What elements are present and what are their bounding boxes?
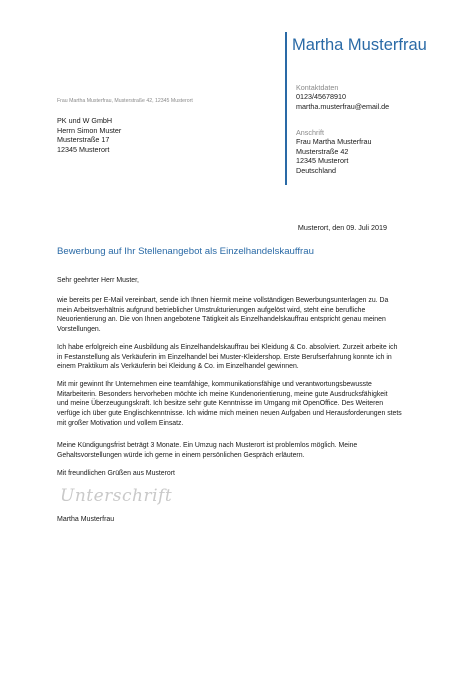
paragraph-line: und meine Überzeugungskraft. Ich besitze sehr gute Kenntnisse im Umgang mit OpenOffice. Des Weiteren — [57, 400, 384, 408]
paragraph-line: mein Arbeitsverhältnis aufgrund betrieblicher Umstrukturierungen aufgelöst wird, steht eine berufliche — [57, 306, 366, 314]
paragraph-line: verfüge ich über gute Englischkenntnisse. Ich widme mich meinen neuen Aufgaben und Herausforderungen stets — [57, 410, 402, 418]
paragraph-line: Mitarbeiterin. Besonders hervorheben möchte ich meine Kundenorientierung, meine gute Ausdrucksfähigkeit — [57, 390, 388, 398]
recipient-line-1: PK und W GmbH — [57, 116, 113, 125]
address-block — [296, 128, 372, 175]
paragraph-line: wie bereits per E-Mail vereinbart, sende ich Ihnen hiermit meine vollständigen Bewerbungsunterlagen zu. Da — [57, 297, 389, 304]
paragraph-line: Gehaltsvorstellungen würde ich gerne in einem persönlichen Gespräch erläutern. — [57, 451, 305, 459]
recipient-block — [57, 116, 121, 154]
letter-date: Musterort, den 09. Juli 2019 — [297, 223, 387, 232]
recipient-line-4: 12345 Musterort — [57, 144, 110, 154]
paragraph-line: Ich habe erfolgreich eine Ausbildung als Einzelhandelskauffrau bei Kleidung & Co. absolviert. Zurzeit arbeite ich — [57, 344, 398, 351]
address-heading: Anschrift — [296, 128, 324, 137]
recipient-line-2: Herrn Simon Muster — [57, 125, 122, 135]
paragraph-line: mit großer Motivation und vollem Einsatz. — [57, 419, 184, 427]
paragraph-line: Meine Kündigungsfrist beträgt 3 Monate. Ein Umzug nach Musterort ist problemlos möglich. Meine — [57, 442, 358, 449]
address-line-1: Frau Martha Musterfrau — [296, 137, 372, 147]
address-line-2: Musterstraße 42 — [296, 146, 349, 156]
contact-block — [296, 83, 389, 111]
address-line-4: Deutschland — [296, 165, 336, 175]
accent-divider — [285, 32, 287, 185]
signer-name: Martha Musterfrau — [57, 516, 115, 523]
sender-return-line: Frau Martha Musterfrau, Musterstraße 42, 12345 Musterort — [57, 98, 193, 104]
paragraph-line: Vorstellungen. — [57, 326, 101, 334]
paragraph-line: einem Praktikum als Verkäuferin bei Kleidung & Co. im Einzelhandel gewinnen. — [57, 363, 299, 371]
paragraph-line: Mit mir gewinnt Ihr Unternehmen eine teamfähige, kommunikationsfähige und verantwortungsbewusste — [57, 381, 372, 388]
applicant-name: Martha Musterfrau — [292, 36, 427, 54]
paragraph-line: Neuorientierung an. Die von Ihnen angebotene Tätigkeit als Einzelhandelskauffrau entspricht genau meinen — [57, 316, 386, 324]
salutation: Sehr geehrter Herr Muster, — [57, 277, 139, 284]
paragraph-1 — [57, 296, 417, 335]
paragraph-3 — [57, 380, 417, 429]
paragraph-4 — [57, 441, 417, 460]
paragraph-2 — [57, 343, 417, 372]
contact-email: martha.musterfrau@email.de — [296, 101, 390, 111]
signature: Unterschrift — [60, 486, 173, 506]
closing: Mit freundlichen Grüßen aus Musterort — [57, 470, 175, 477]
paragraph-line: in Festanstellung als Verkäuferin im Einzelhandel bei Muster-Kleidershop. Erste Berufserfahrung konnte ich in — [57, 353, 392, 361]
contact-heading: Kontaktdaten — [296, 83, 339, 92]
recipient-line-3: Musterstraße 17 — [57, 135, 110, 145]
address-line-3: 12345 Musterort — [296, 156, 349, 166]
contact-phone: 0123/45678910 — [296, 92, 346, 102]
letter-subject: Bewerbung auf Ihr Stellenangebot als Einzelhandelskauffrau — [57, 246, 314, 257]
